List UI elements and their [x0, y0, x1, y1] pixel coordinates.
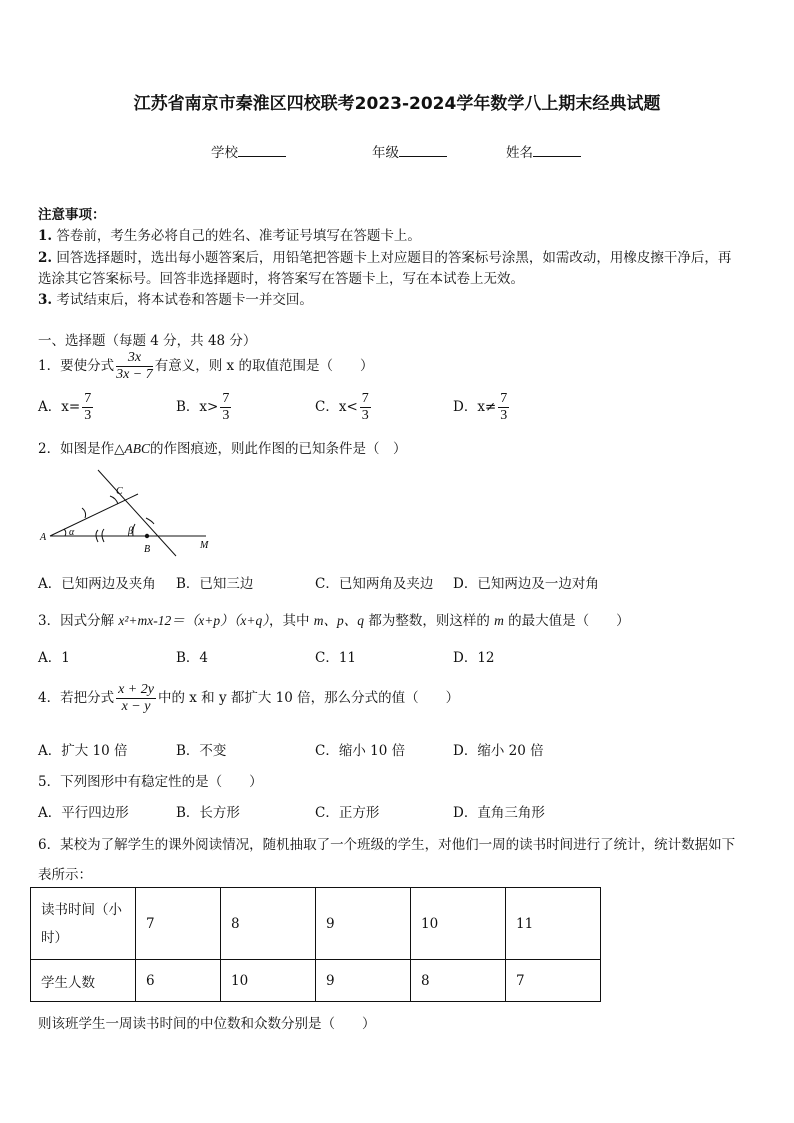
fraction: $\frac{3x}{3x - 7}$	[116, 350, 153, 382]
question-5-option-b[interactable]: B．长方形	[176, 805, 240, 821]
question-6-stem-cont: 表所示：	[38, 867, 92, 883]
question-4-option-b[interactable]: B．不变	[176, 743, 227, 759]
section-heading: 一、选择题（每题 4 分，共 48 分）	[38, 333, 257, 349]
label-beta: β	[128, 526, 133, 537]
question-3-option-c[interactable]: C．11	[315, 650, 357, 666]
note-item: 选涂其它答案标号。回答非选择题时，将答案写在答题卡上，写在本试卷上无效。	[38, 271, 524, 287]
label-alpha: α	[69, 527, 75, 538]
table-header-cell: 学生人数	[31, 960, 136, 1002]
exam-title: 江苏省南京市秦淮区四校联考2023-2024学年数学八上期末经典试题	[133, 94, 661, 114]
question-5-option-c[interactable]: C．正方形	[315, 805, 380, 821]
question-4-option-a[interactable]: A．扩大 10 倍	[38, 743, 128, 759]
question-6-question: 则该班学生一周读书时间的中位数和众数分别是（ ）	[38, 1016, 376, 1032]
table-cell: 7	[506, 960, 601, 1002]
question-3-option-d[interactable]: D．12	[453, 650, 495, 666]
point-b	[145, 534, 149, 538]
question-5-option-d[interactable]: D．直角三角形	[453, 805, 545, 821]
question-3-stem: 3．因式分解 x²+mx-12＝（x+p）（x+q），其中 m、p、q 都为整数，则这样的 m 的最大值是（ ）	[38, 613, 630, 629]
table-header-cell: 读书时间（小 时）	[31, 888, 136, 960]
table-cell: 10	[411, 888, 506, 960]
fraction: $\frac{x + 2y}{x - y}$	[118, 682, 154, 714]
question-5-stem: 5．下列图形中有稳定性的是（ ）	[38, 774, 263, 790]
note-item: 2. 回答选择题时，选出每小题答案后，用铅笔把答题卡上对应题目的答案标号涂黑，如需改动，用橡皮擦干净后，再	[38, 250, 732, 266]
question-2-option-b[interactable]: B．已知三边	[176, 576, 254, 592]
question-5-option-a[interactable]: A．平行四边形	[38, 805, 129, 821]
table-cell: 11	[506, 888, 601, 960]
question-2-option-a[interactable]: A．已知两边及夹角	[38, 576, 156, 592]
question-3-option-a[interactable]: A．1	[38, 650, 70, 666]
table-cell: 9	[316, 888, 411, 960]
notes-heading: 注意事项：	[38, 207, 106, 223]
question-6-stem: 6．某校为了解学生的课外阅读情况，随机抽取了一个班级的学生，对他们一周的读书时间进行了统计，统计数据如下	[38, 837, 736, 853]
label-b: B	[144, 544, 151, 555]
question-4-stem: 4．若把分式 $\frac{x + 2y}{x - y}$ 中的 x 和 y 都扩大 10 倍，那么分式的值（ ）	[38, 682, 460, 714]
question-1-option-c[interactable]: C．x< $\frac{7}{3}$	[315, 391, 369, 423]
label-m: M	[200, 540, 209, 551]
question-4-option-c[interactable]: C．缩小 10 倍	[315, 743, 406, 759]
grade-field[interactable]	[372, 141, 447, 161]
question-2-stem: 2．如图是作△ABC的作图痕迹，则此作图的已知条件是（ ）	[38, 441, 407, 457]
table-row	[31, 960, 601, 1002]
table-cell: 7	[136, 888, 221, 960]
name-label: 姓名	[506, 145, 533, 161]
question-4-option-d[interactable]: D．缩小 20 倍	[453, 743, 544, 759]
reading-time-table	[30, 887, 601, 1002]
grade-blank[interactable]	[399, 144, 447, 157]
question-1-option-a[interactable]: A．x= $\frac{7}{3}$	[38, 391, 92, 423]
note-item: 3. 考试结束后，将本试卷和答题卡一并交回。	[38, 292, 313, 308]
table-cell: 9	[316, 960, 411, 1002]
table-cell: 10	[221, 960, 316, 1002]
question-1-stem: 1．要使分式 $\frac{3x}{3x - 7}$ 有意义，则 x 的取值范围是（ ）	[38, 350, 374, 382]
question-3-option-b[interactable]: B．4	[176, 650, 209, 666]
question-1-option-d[interactable]: D．x≠ $\frac{7}{3}$	[453, 391, 508, 423]
name-field[interactable]	[506, 141, 581, 161]
question-1-option-b[interactable]: B．x> $\frac{7}{3}$	[176, 391, 230, 423]
label-a: A	[40, 532, 47, 543]
question-2-option-c[interactable]: C．已知两角及夹边	[315, 576, 434, 592]
table-row	[31, 888, 601, 960]
construction-figure	[36, 466, 226, 558]
grade-label: 年级	[372, 145, 399, 161]
school-label: 学校	[211, 145, 238, 161]
question-2-option-d[interactable]: D．已知两边及一边对角	[453, 576, 599, 592]
note-item: 1. 答卷前，考生务必将自己的姓名、准考证号填写在答题卡上。	[38, 228, 421, 244]
name-blank[interactable]	[533, 144, 581, 157]
school-field[interactable]	[211, 141, 286, 161]
table-cell: 8	[221, 888, 316, 960]
label-c: C	[116, 486, 123, 497]
table-cell: 6	[136, 960, 221, 1002]
school-blank[interactable]	[238, 144, 286, 157]
table-cell: 8	[411, 960, 506, 1002]
